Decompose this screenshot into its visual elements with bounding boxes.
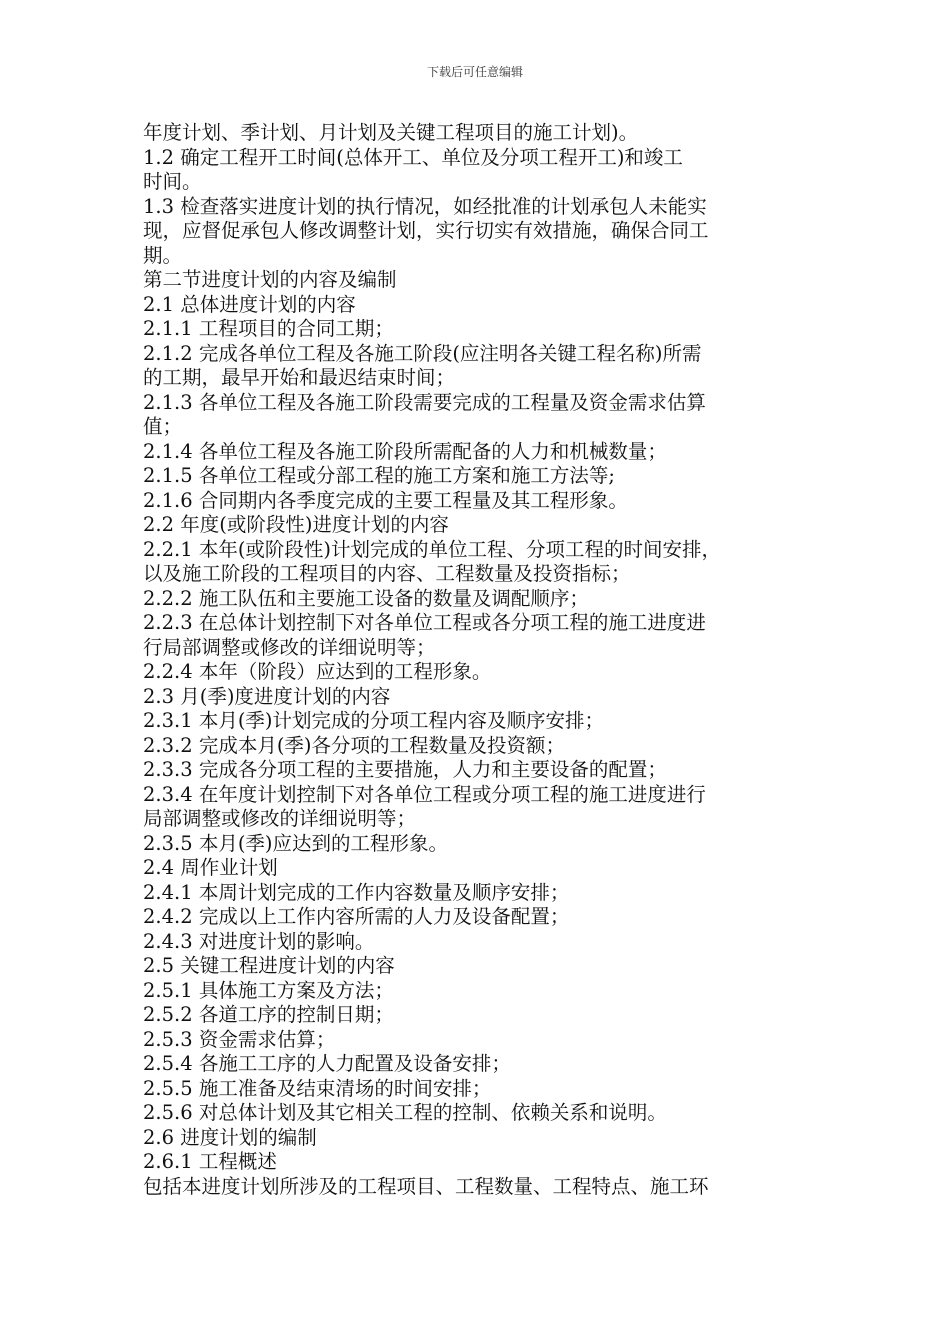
- text-line: 2.1.4 各单位工程及各施工阶段所需配备的人力和机械数量；: [143, 439, 667, 463]
- text-line: 2.5.5 施工准备及结束清场的时间安排；: [143, 1076, 492, 1100]
- document-body: [143, 121, 808, 1199]
- text-line: 以及施工阶段的工程项目的内容、工程数量及投资指标；: [143, 562, 631, 585]
- text-line: 现，应督促承包人修改调整计划，实行切实有效措施，确保合同工: [143, 219, 709, 242]
- text-line: 2.1.3 各单位工程及各施工阶段需要完成的工程量及资金需求估算: [143, 390, 706, 414]
- text-line: 1.2 确定工程开工时间(总体开工、单位及分项工程开工)和竣工: [143, 145, 683, 169]
- text-line: 2.5.1 具体施工方案及方法；: [143, 978, 394, 1002]
- text-line: 2.3.3 完成各分项工程的主要措施，人力和主要设备的配置；: [143, 758, 667, 781]
- text-line: 2.4 周作业计划: [143, 856, 278, 879]
- text-line: 2.2.4 本年（阶段）应达到的工程形象。: [143, 660, 492, 683]
- text-line: 2.5.2 各道工序的控制日期；: [143, 1003, 394, 1026]
- text-line: 2.5.4 各施工工序的人力配置及设备安排；: [143, 1052, 511, 1075]
- text-line: 局部调整或修改的详细说明等；: [143, 807, 417, 830]
- text-line: 2.2 年度(或阶段性)进度计划的内容: [143, 513, 449, 536]
- text-line: 2.3.2 完成本月(季)各分项的工程数量及投资额；: [143, 733, 566, 757]
- text-line: 2.3 月(季)度进度计划的内容: [143, 684, 391, 708]
- text-line: 2.3.4 在年度计划控制下对各单位工程或分项工程的施工进度进行: [143, 782, 706, 806]
- text-line: 2.2.1 本年(或阶段性)计划完成的单位工程、分项工程的时间安排，: [143, 537, 722, 561]
- text-line: 2.1.1 工程项目的合同工期；: [143, 317, 394, 340]
- text-line: 年度计划、季计划、月计划及关键工程项目的施工计划)。: [143, 121, 639, 144]
- text-line: 2.4.1 本周计划完成的工作内容数量及顺序安排；: [143, 880, 570, 904]
- text-line: 2.2.2 施工队伍和主要施工设备的数量及调配顺序；: [143, 586, 589, 610]
- text-line: 的工期，最早开始和最迟结束时间；: [143, 366, 456, 389]
- text-line: 期。: [143, 243, 183, 267]
- text-line: 2.1 总体进度计划的内容: [143, 292, 356, 316]
- text-line: 第二节进度计划的内容及编制: [143, 268, 397, 291]
- text-line: 时间。: [143, 170, 202, 193]
- text-line: 2.4.2 完成以上工作内容所需的人力及设备配置；: [143, 905, 570, 928]
- text-line: 值；: [143, 415, 183, 438]
- page-header: 下载后可任意编辑: [426, 65, 523, 79]
- text-line: 2.5 关键工程进度计划的内容: [143, 954, 395, 977]
- text-line: 2.3.5 本月(季)应达到的工程形象。: [143, 831, 449, 855]
- text-line: 2.1.6 合同期内各季度完成的主要工程量及其工程形象。: [143, 488, 628, 512]
- text-line: 2.1.2 完成各单位工程及各施工阶段(应注明各关键工程名称)所需: [143, 341, 702, 365]
- text-line: 2.1.5 各单位工程或分部工程的施工方案和施工方法等;: [143, 464, 615, 487]
- text-line: 2.2.3 在总体计划控制下对各单位工程或各分项工程的施工进度进: [143, 611, 706, 634]
- text-line: 2.5.3 资金需求估算；: [143, 1027, 336, 1051]
- text-line: 2.5.6 对总体计划及其它相关工程的控制、依赖关系和说明。: [143, 1101, 667, 1124]
- text-line: 2.4.3 对进度计划的影响。: [143, 929, 375, 953]
- text-line: 2.3.1 本月(季)计划完成的分项工程内容及顺序安排；: [143, 709, 605, 732]
- text-line: 包括本进度计划所涉及的工程项目、工程数量、工程特点、施工环: [143, 1174, 709, 1198]
- text-line: 1.3 检查落实进度计划的执行情况，如经批准的计划承包人未能实: [143, 194, 707, 218]
- text-line: 2.6.1 工程概述: [143, 1150, 277, 1173]
- text-line: 2.6 进度计划的编制: [143, 1125, 317, 1149]
- text-line: 行局部调整或修改的详细说明等；: [143, 635, 436, 659]
